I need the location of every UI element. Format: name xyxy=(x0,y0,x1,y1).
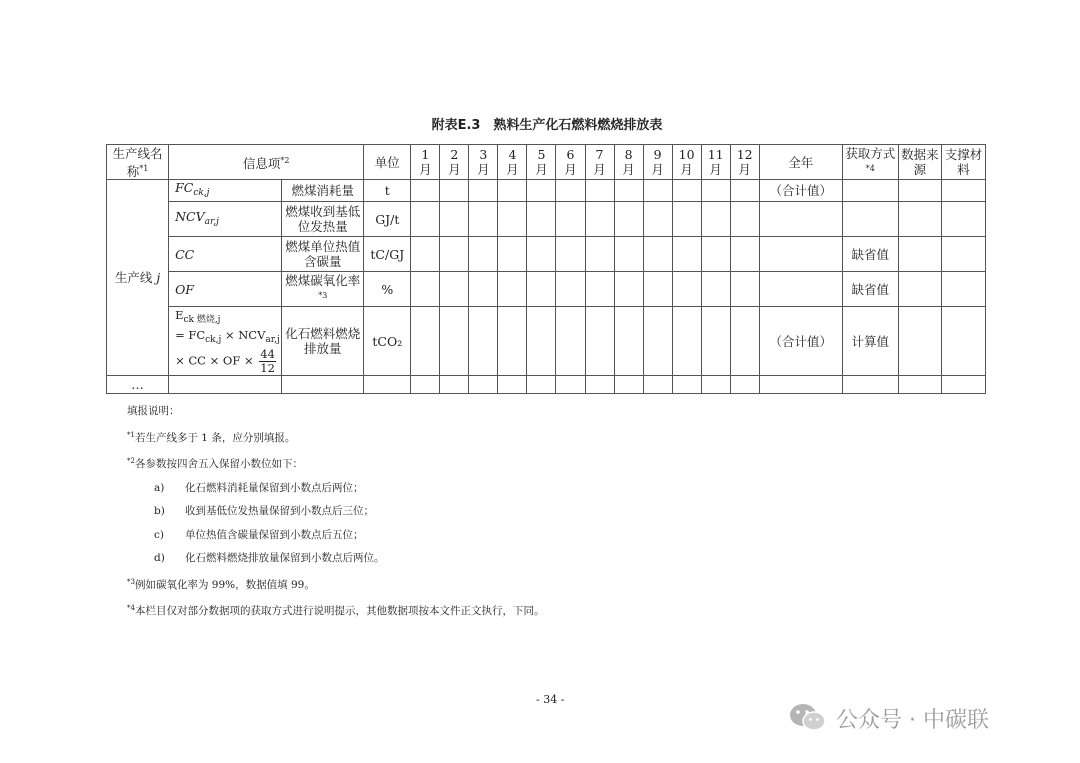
variable-cell: CC xyxy=(169,237,282,272)
year-cell: （合计值） xyxy=(759,180,842,202)
header-month: 3 月 xyxy=(469,145,498,180)
data-cell[interactable] xyxy=(941,376,985,394)
data-cell[interactable] xyxy=(672,180,701,202)
data-cell[interactable] xyxy=(527,202,556,237)
note-item: d) 化石燃料燃烧排放量保留到小数点后两位。 xyxy=(154,552,385,564)
data-cell[interactable] xyxy=(614,272,643,307)
data-cell[interactable] xyxy=(759,376,842,394)
data-cell[interactable] xyxy=(701,376,730,394)
header-month: 11 月 xyxy=(701,145,730,180)
data-cell[interactable] xyxy=(941,272,985,307)
data-cell[interactable] xyxy=(701,307,730,376)
header-month: 10 月 xyxy=(672,145,701,180)
data-cell[interactable] xyxy=(556,202,585,237)
data-cell[interactable] xyxy=(643,376,672,394)
data-cell[interactable] xyxy=(440,272,469,307)
method-cell: 缺省值 xyxy=(842,272,898,307)
data-cell[interactable] xyxy=(643,237,672,272)
table-title: 附表E.3 熟料生产化石燃料燃烧排放表 xyxy=(431,118,663,133)
data-cell[interactable] xyxy=(527,237,556,272)
header-month: 2 月 xyxy=(440,145,469,180)
notes-heading: 填报说明： xyxy=(127,405,180,417)
data-cell[interactable] xyxy=(440,307,469,376)
fraction: $\frac{44}{12}$ xyxy=(260,346,275,375)
description-cell: 燃煤消耗量 xyxy=(282,180,364,202)
header-month: 7 月 xyxy=(585,145,614,180)
note-item: c) 单位热值含碳量保留到小数点后五位； xyxy=(154,528,364,541)
data-cell[interactable] xyxy=(730,202,759,237)
data-cell[interactable] xyxy=(941,237,985,272)
data-cell[interactable] xyxy=(898,272,941,307)
data-cell[interactable] xyxy=(898,376,941,394)
data-cell[interactable] xyxy=(498,202,527,237)
data-cell[interactable] xyxy=(469,237,498,272)
description-cell: 燃煤碳氧化率$^{*3}$ xyxy=(282,272,364,307)
data-cell[interactable] xyxy=(498,376,527,394)
data-cell[interactable] xyxy=(730,237,759,272)
data-cell[interactable] xyxy=(469,307,498,376)
data-cell[interactable] xyxy=(411,202,440,237)
data-cell[interactable] xyxy=(364,376,411,394)
data-cell[interactable] xyxy=(614,202,643,237)
header-month: 12 月 xyxy=(730,145,759,180)
data-cell[interactable] xyxy=(440,237,469,272)
data-cell[interactable] xyxy=(614,237,643,272)
table-row xyxy=(107,307,986,376)
data-cell[interactable] xyxy=(643,180,672,202)
data-cell[interactable] xyxy=(527,272,556,307)
data-cell[interactable] xyxy=(556,376,585,394)
header-row xyxy=(107,145,986,180)
page-number: - 34 - xyxy=(536,693,565,706)
data-cell[interactable] xyxy=(643,272,672,307)
year-cell xyxy=(759,272,842,307)
table-row xyxy=(107,237,986,272)
data-cell[interactable] xyxy=(585,307,614,376)
year-cell xyxy=(759,202,842,237)
header-month: 5 月 xyxy=(527,145,556,180)
data-cell[interactable] xyxy=(527,376,556,394)
data-cell[interactable] xyxy=(898,180,941,202)
data-cell[interactable] xyxy=(701,180,730,202)
variable-cell: $NCV_{ar,j}$ xyxy=(169,202,282,237)
data-cell[interactable] xyxy=(643,307,672,376)
unit-cell: tC/GJ xyxy=(364,237,411,272)
header-year: 全年 xyxy=(759,145,842,180)
data-cell[interactable] xyxy=(411,307,440,376)
data-cell[interactable] xyxy=(701,202,730,237)
data-cell[interactable] xyxy=(498,272,527,307)
watermark xyxy=(788,700,989,736)
note-item: a) 化石燃料消耗量保留到小数点后两位； xyxy=(154,481,364,494)
unit-cell: t xyxy=(364,180,411,202)
data-cell[interactable] xyxy=(440,202,469,237)
watermark-text: 公众号 · 中碳联 xyxy=(836,707,989,733)
data-cell[interactable] xyxy=(556,180,585,202)
year-cell: （合计值） xyxy=(759,307,842,376)
data-cell[interactable] xyxy=(469,376,498,394)
note-2: $^{*2}$各参数按四舍五入保留小数位如下： xyxy=(127,457,303,470)
data-cell[interactable] xyxy=(672,202,701,237)
data-cell[interactable] xyxy=(411,376,440,394)
data-cell[interactable] xyxy=(169,376,282,394)
data-cell[interactable] xyxy=(498,180,527,202)
unit-cell: GJ/t xyxy=(364,202,411,237)
data-cell[interactable] xyxy=(941,180,985,202)
data-cell[interactable] xyxy=(643,202,672,237)
data-cell[interactable] xyxy=(672,272,701,307)
data-cell[interactable] xyxy=(585,376,614,394)
header-month: 4 月 xyxy=(498,145,527,180)
method-cell: 计算值 xyxy=(842,307,898,376)
filling-notes xyxy=(127,400,544,624)
data-cell[interactable] xyxy=(498,237,527,272)
header-unit: 单位 xyxy=(364,145,411,180)
data-cell[interactable] xyxy=(898,237,941,272)
header-method: 获取方式$^{*4}$ xyxy=(842,145,898,180)
data-cell[interactable] xyxy=(701,237,730,272)
data-cell[interactable] xyxy=(469,180,498,202)
data-cell[interactable] xyxy=(411,180,440,202)
data-cell[interactable] xyxy=(730,180,759,202)
header-source: 数据来源 xyxy=(898,145,941,180)
table-row xyxy=(107,180,986,202)
line-name-cell: 生产线 j xyxy=(107,180,169,376)
data-cell[interactable] xyxy=(585,202,614,237)
header-info: 信息项$^{*2}$ xyxy=(169,145,364,180)
data-cell[interactable] xyxy=(730,376,759,394)
data-cell[interactable] xyxy=(614,307,643,376)
data-cell[interactable] xyxy=(527,180,556,202)
data-cell[interactable] xyxy=(440,376,469,394)
data-cell[interactable] xyxy=(898,307,941,376)
data-cell[interactable] xyxy=(842,376,898,394)
table-row xyxy=(107,272,986,307)
header-month: 1 月 xyxy=(411,145,440,180)
ellipsis-cell: … xyxy=(107,376,169,394)
data-cell[interactable] xyxy=(730,307,759,376)
data-cell[interactable] xyxy=(941,307,985,376)
note-3: $^{*3}$例如碳氧化率为 99%，数据值填 99。 xyxy=(127,577,315,591)
data-cell[interactable] xyxy=(411,272,440,307)
data-cell[interactable] xyxy=(672,376,701,394)
method-cell xyxy=(842,180,898,202)
ellipsis-row xyxy=(107,376,986,394)
header-line-name: 生产线名称$^{*1}$ xyxy=(107,145,169,180)
data-cell[interactable] xyxy=(556,237,585,272)
data-cell[interactable] xyxy=(411,237,440,272)
unit-cell: tCO₂ xyxy=(364,307,411,376)
description-cell: 燃煤收到基低位发热量 xyxy=(282,202,364,237)
data-cell[interactable] xyxy=(469,202,498,237)
note-4: $^{*4}$本栏目仅对部分数据项的获取方式进行说明提示，其他数据项按本文件正文执行，下同。 xyxy=(127,604,545,617)
data-cell[interactable] xyxy=(469,272,498,307)
header-month: 9 月 xyxy=(643,145,672,180)
variable-cell: OF xyxy=(169,272,282,307)
method-cell xyxy=(842,202,898,237)
data-cell[interactable] xyxy=(941,202,985,237)
data-cell[interactable] xyxy=(614,180,643,202)
wechat-icon xyxy=(788,702,828,734)
note-1: $^{*1}$若生产线多于 1 条，应分别填报。 xyxy=(127,430,296,444)
data-cell[interactable] xyxy=(672,307,701,376)
data-cell[interactable] xyxy=(730,272,759,307)
data-cell[interactable] xyxy=(440,180,469,202)
table-row xyxy=(107,202,986,237)
data-cell[interactable] xyxy=(527,307,556,376)
emission-table xyxy=(106,144,986,394)
unit-cell: % xyxy=(364,272,411,307)
note-item: b) 收到基低位发热量保留到小数点后三位； xyxy=(154,505,374,517)
year-cell xyxy=(759,237,842,272)
data-cell[interactable] xyxy=(898,202,941,237)
data-cell[interactable] xyxy=(672,237,701,272)
data-cell[interactable] xyxy=(282,376,364,394)
data-cell[interactable] xyxy=(556,307,585,376)
header-support: 支撑材料 xyxy=(941,145,985,180)
formula-cell: $E_{ck 燃烧,j}$ = $FC_{ck,j} \times NCV_{ar,j}$ × CC × OF × $\frac{44}{12}$ xyxy=(169,307,282,376)
data-cell[interactable] xyxy=(556,272,585,307)
data-cell[interactable] xyxy=(701,272,730,307)
header-month: 8 月 xyxy=(614,145,643,180)
data-cell[interactable] xyxy=(585,272,614,307)
method-cell: 缺省值 xyxy=(842,237,898,272)
header-month: 6 月 xyxy=(556,145,585,180)
data-cell[interactable] xyxy=(498,307,527,376)
data-cell[interactable] xyxy=(585,180,614,202)
data-cell[interactable] xyxy=(614,376,643,394)
variable-cell: $FC_{ck,j}$ xyxy=(169,180,282,202)
data-cell[interactable] xyxy=(585,237,614,272)
description-cell: 燃煤单位热值含碳量 xyxy=(282,237,364,272)
description-cell: 化石燃料燃烧排放量 xyxy=(282,307,364,376)
